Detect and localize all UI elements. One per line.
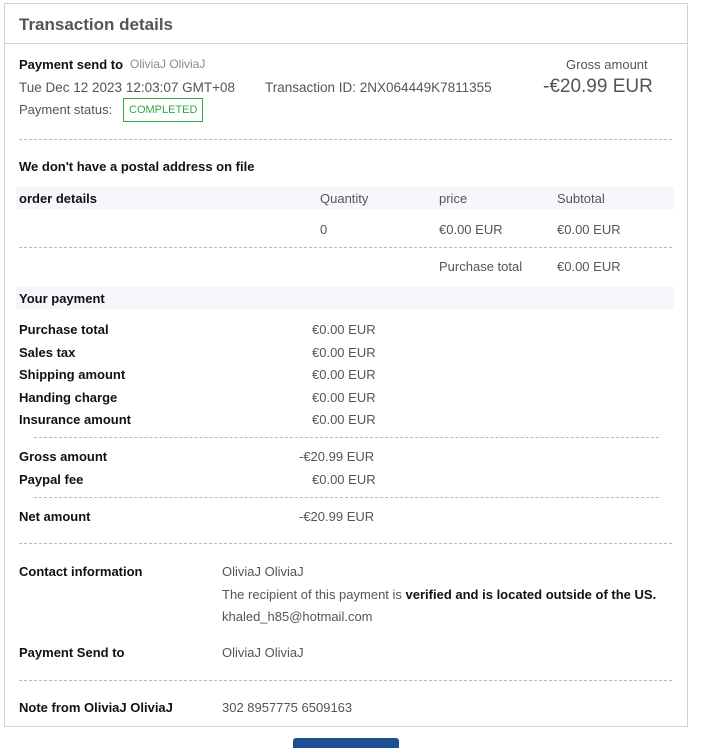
- postal-address-notice: We don't have a postal address on file: [19, 159, 255, 174]
- payment-item-value: €0.00 EUR: [312, 412, 376, 427]
- transaction-id: Transaction ID: 2NX064449K7811355: [265, 80, 492, 95]
- quantity-header: Quantity: [320, 191, 369, 206]
- divider: [19, 139, 672, 140]
- payment-send-to-row-label: Payment Send to: [19, 645, 125, 660]
- verification-prefix: The recipient of this payment is: [222, 587, 406, 602]
- payment-item-label: Shipping amount: [19, 367, 126, 382]
- payment-item-value: €0.00 EUR: [312, 367, 376, 382]
- net-amount-label: Net amount: [19, 509, 91, 524]
- contact-email[interactable]: khaled_h85@hotmail.com: [222, 609, 373, 624]
- status-badge: COMPLETED: [123, 98, 203, 122]
- price-header: price: [439, 191, 468, 206]
- gross-amount-value: -€20.99 EUR: [543, 76, 653, 97]
- payment-item-value: €0.00 EUR: [312, 345, 376, 360]
- contact-name: OliviaJ OliviaJ: [222, 564, 304, 579]
- paypal-fee-value: €0.00 EUR: [312, 472, 376, 487]
- payment-status-label: Payment status:: [19, 102, 113, 117]
- purchase-total-label: Purchase total: [439, 259, 523, 274]
- panel-title: Transaction details: [5, 4, 687, 44]
- verification-notice: [222, 587, 656, 602]
- payment-send-to-row-value: OliviaJ OliviaJ: [222, 645, 304, 660]
- payment-item-value: €0.00 EUR: [312, 390, 376, 405]
- payee-name: OliviaJ OliviaJ: [130, 57, 206, 71]
- your-payment-title: Your payment: [19, 291, 105, 306]
- divider: [34, 497, 659, 498]
- payment-item-label: Sales tax: [19, 345, 76, 360]
- order-quantity: 0: [320, 222, 328, 237]
- divider: [19, 247, 672, 248]
- your-payment-band: [16, 287, 674, 309]
- divider: [19, 543, 672, 544]
- order-subtotal: €0.00 EUR: [557, 222, 621, 237]
- payment-item-label: Insurance amount: [19, 412, 131, 427]
- payment-item-label: Purchase total: [19, 322, 109, 337]
- net-amount-value: -€20.99 EUR: [299, 509, 375, 524]
- verification-status: verified and is located outside of the US.: [405, 587, 657, 602]
- payment-item-label: Handing charge: [19, 390, 118, 405]
- subtotal-header: Subtotal: [557, 191, 605, 206]
- order-price: €0.00 EUR: [439, 222, 503, 237]
- paypal-fee-label: Paypal fee: [19, 472, 84, 487]
- order-details-header: order details: [19, 191, 98, 206]
- payment-send-to-label: Payment send to: [19, 57, 124, 72]
- primary-action-button[interactable]: [293, 738, 399, 748]
- gross-amount-label: Gross amount: [566, 57, 648, 72]
- note-value: 302 8957775 6509163: [222, 700, 353, 715]
- contact-information-label: Contact information: [19, 564, 143, 579]
- gross-amount-row-value: -€20.99 EUR: [299, 449, 375, 464]
- gross-amount-row-label: Gross amount: [19, 449, 108, 464]
- purchase-total-value: €0.00 EUR: [557, 259, 621, 274]
- divider: [19, 680, 672, 681]
- divider: [34, 437, 659, 438]
- transaction-date: Tue Dec 12 2023 12:03:07 GMT+08: [19, 80, 236, 95]
- note-label: Note from OliviaJ OliviaJ: [19, 700, 173, 715]
- payment-item-value: €0.00 EUR: [312, 322, 376, 337]
